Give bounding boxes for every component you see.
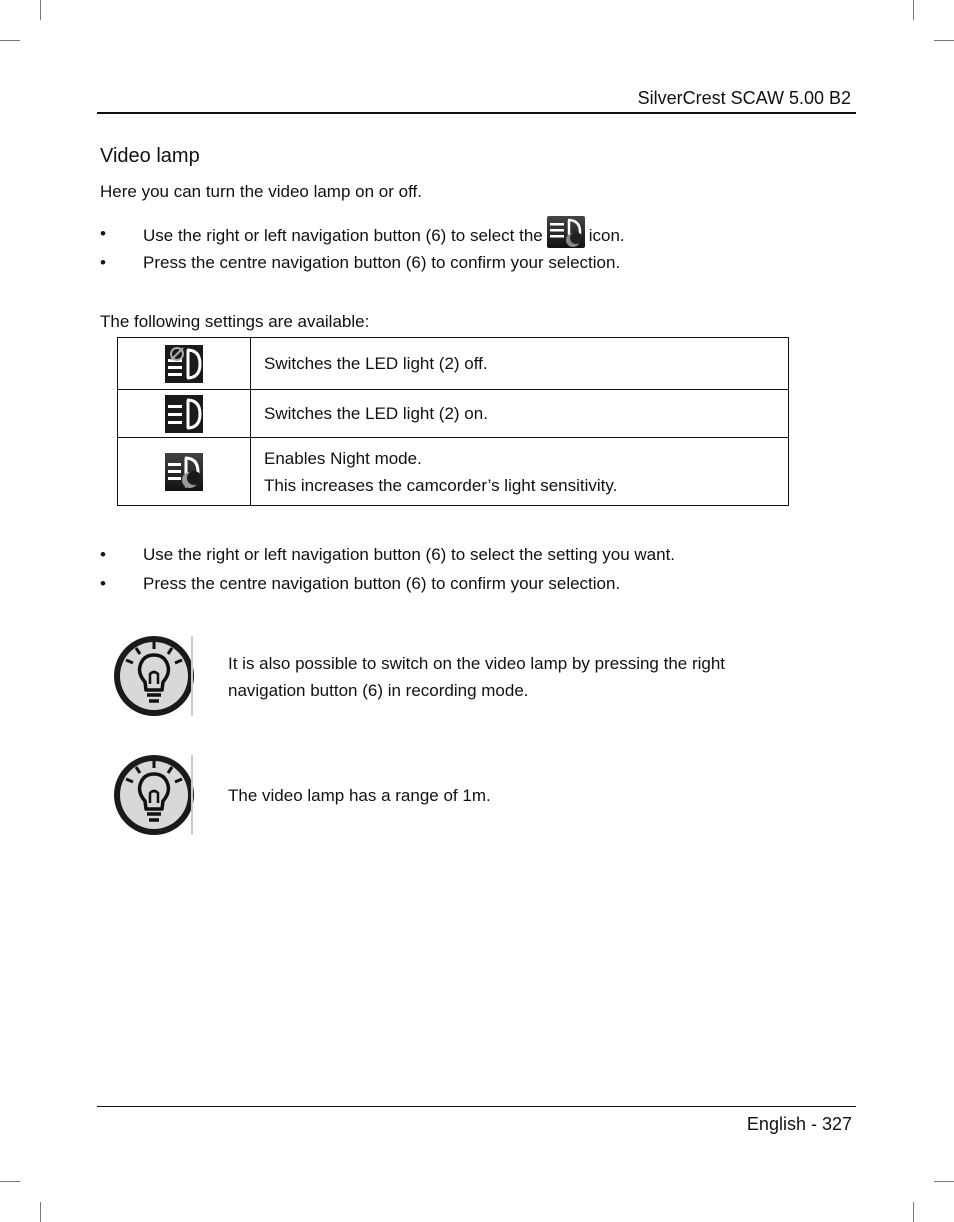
setting-description: Switches the LED light (2) on. xyxy=(264,403,488,423)
list-item-text: Press the centre navigation button (6) to confirm your selection. xyxy=(143,574,621,593)
lamp-off-icon xyxy=(165,345,203,383)
list-item-text: Use the right or left navigation button (6) to select the setting you want. xyxy=(143,545,676,564)
table-cell-description xyxy=(251,338,789,390)
night-mode-icon xyxy=(165,453,203,491)
table-row xyxy=(118,438,789,506)
crop-mark xyxy=(40,0,41,20)
page-number: English - 327 xyxy=(746,1114,852,1134)
step-text-before: Use the right or left navigation button (6) to select the xyxy=(143,226,543,245)
table-cell-icon xyxy=(118,338,251,390)
video-lamp-night-icon xyxy=(547,216,585,248)
tip-text xyxy=(228,782,491,809)
crop-mark xyxy=(913,1202,914,1222)
crop-mark xyxy=(0,40,20,41)
bullet-dot: • xyxy=(100,545,106,564)
crop-mark xyxy=(40,1202,41,1222)
setting-description: Switches the LED light (2) off. xyxy=(264,353,488,373)
settings-intro: The following settings are available: xyxy=(100,312,370,331)
footer-rule xyxy=(97,1106,856,1107)
tip-line: navigation button (6) in recording mode. xyxy=(228,681,529,700)
table-cell-icon xyxy=(118,390,251,438)
tip-line: It is also possible to switch on the video lamp by pressing the right xyxy=(228,654,726,673)
lamp-on-icon xyxy=(165,395,203,433)
section-title: Video lamp xyxy=(100,145,200,167)
settings-table xyxy=(117,337,789,506)
table-cell-description xyxy=(251,390,789,438)
list-item-text xyxy=(143,224,625,248)
lightbulb-tip-icon xyxy=(112,634,196,718)
crop-mark xyxy=(0,1181,20,1182)
step-text-after: icon. xyxy=(588,226,625,245)
lightbulb-tip-icon xyxy=(112,753,196,837)
section-intro: Here you can turn the video lamp on or off. xyxy=(100,182,422,201)
bullet-dot: • xyxy=(100,253,106,272)
bullet-dot: • xyxy=(100,224,106,243)
table-row xyxy=(118,338,789,390)
table-cell-description xyxy=(251,438,789,506)
setting-description-detail: This increases the camcorder’s light sensitivity. xyxy=(264,475,618,495)
header-rule xyxy=(97,112,856,114)
tip-text xyxy=(228,650,725,704)
crop-mark xyxy=(934,40,954,41)
list-item-text: Press the centre navigation button (6) to confirm your selection. xyxy=(143,253,621,272)
crop-mark xyxy=(934,1181,954,1182)
crop-mark xyxy=(913,0,914,20)
table-cell-icon xyxy=(118,438,251,506)
table-row xyxy=(118,390,789,438)
header-product-name: SilverCrest SCAW 5.00 B2 xyxy=(637,88,851,108)
bullet-dot: • xyxy=(100,574,106,593)
tip-line: The video lamp has a range of 1m. xyxy=(228,786,491,805)
setting-description: Enables Night mode. xyxy=(264,448,422,468)
